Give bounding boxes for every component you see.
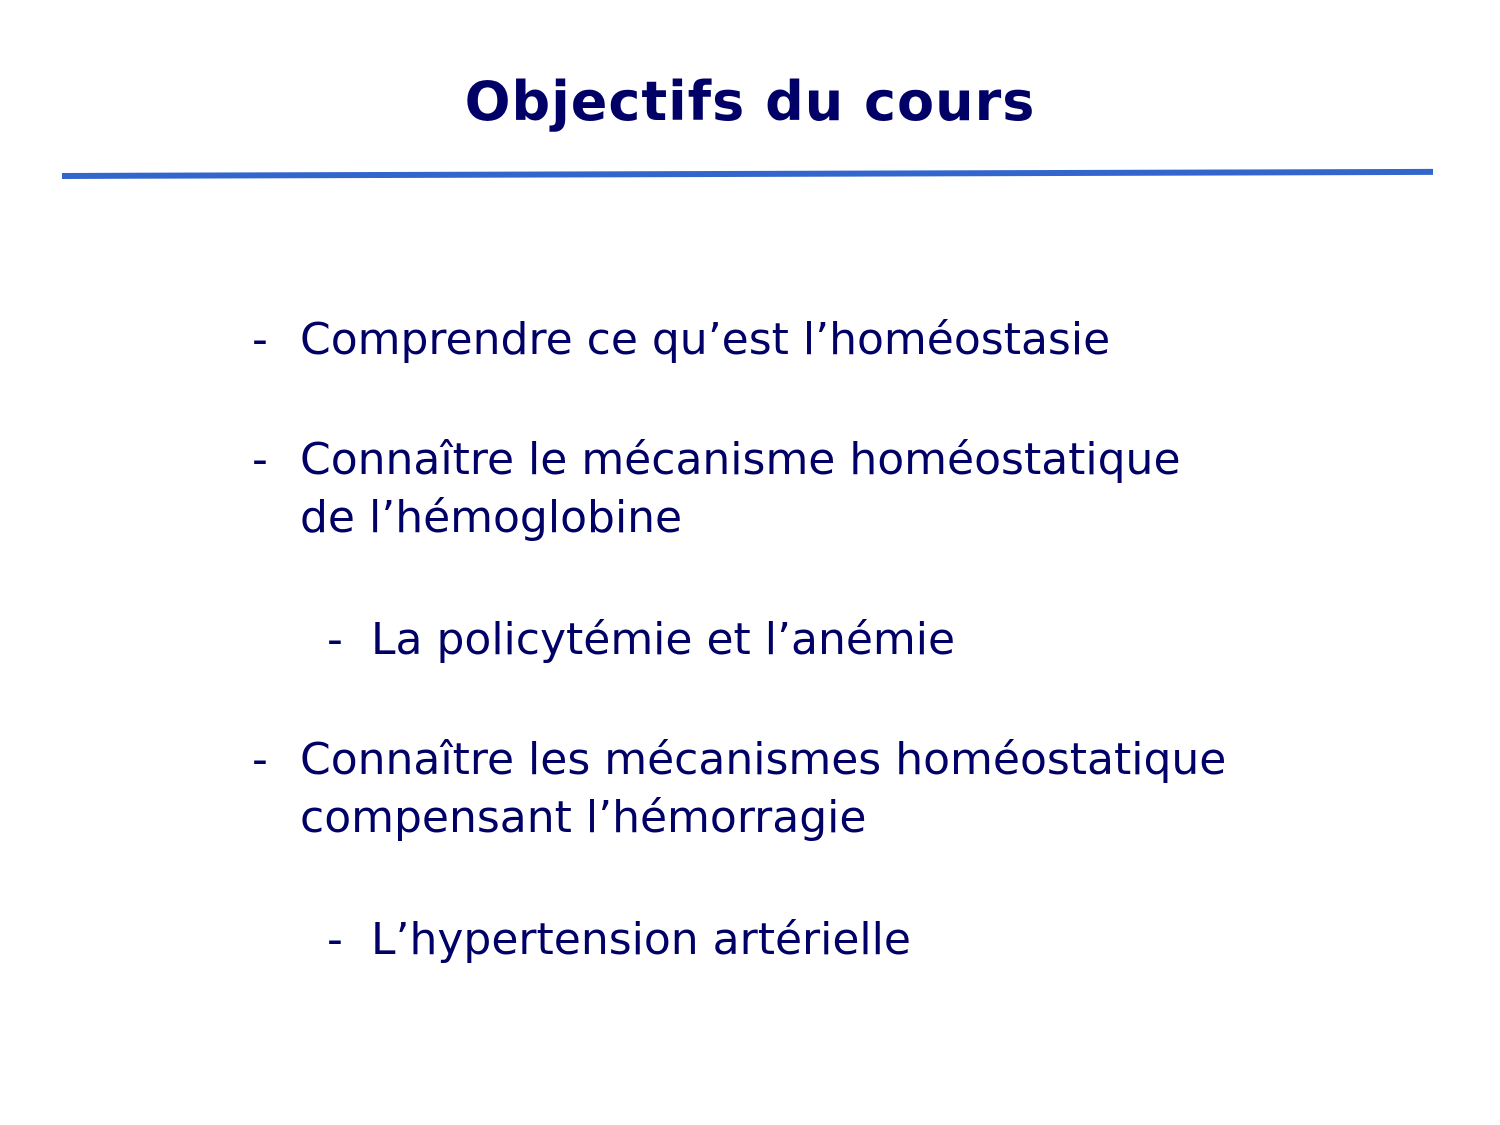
- bullet-text-line-1: Connaître les mécanismes homéostatique: [300, 734, 1227, 785]
- bullet-text-line-2: de l’hémoglobine: [300, 492, 683, 543]
- bullet-item: [252, 311, 1252, 371]
- slide-title: Objectifs du cours: [464, 70, 1036, 133]
- bullet-text: Comprendre ce qu’est l’homéostasie: [300, 314, 1111, 365]
- sub-bullet-item: [327, 611, 1227, 671]
- bullet-dash: -: [327, 614, 343, 665]
- bullet-dash: -: [252, 734, 268, 785]
- bullet-dash: -: [252, 314, 268, 365]
- bullet-item: [252, 431, 1252, 551]
- bullet-dash: -: [327, 914, 343, 965]
- bullet-dash: -: [252, 434, 268, 485]
- bullet-text: La policytémie et l’anémie: [371, 614, 956, 665]
- bullet-text-line-1: Connaître le mécanisme homéostatique: [300, 434, 1181, 485]
- sub-bullet-item: [327, 911, 1227, 971]
- bullet-text: L’hypertension artérielle: [371, 914, 911, 965]
- bullet-text-line-2: compensant l’hémorragie: [300, 792, 867, 843]
- bullet-item: [252, 731, 1302, 851]
